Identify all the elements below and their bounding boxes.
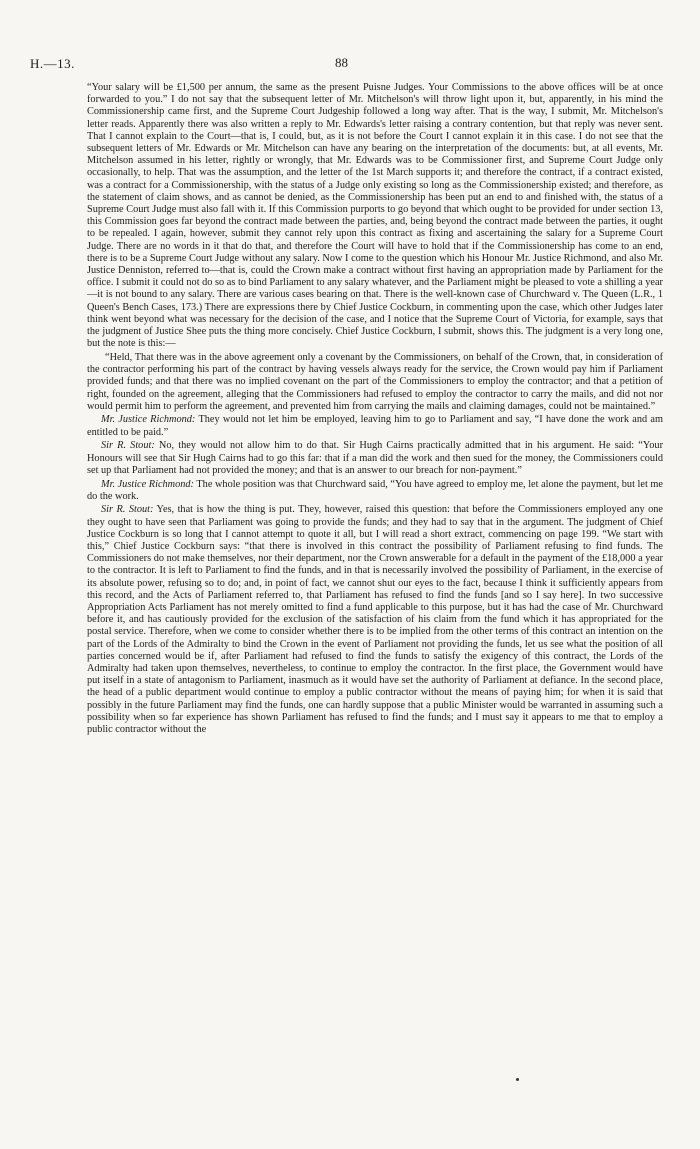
paragraph-speech (87, 440, 663, 477)
page-number: 88 (335, 55, 348, 70)
speaker-name: Mr. Justice Richmond: (101, 414, 196, 426)
ink-speck (516, 1078, 519, 1081)
paragraph-speech (87, 414, 663, 438)
speaker-name: Mr. Justice Richmond: (101, 478, 194, 490)
paragraph-opening: “Your salary will be £1,500 per annum, the same as the present Puisne Judges. Your Commissions to the above offices will be at once forwarded to you.” I do not say that the subsequent letter of Mr. Mitchelson's will throw light upon it, but, apparently, in his mind the Commissionership came first, and the Supreme Court Judgeship followed a long way after. That is the way, I submit, Mr. Mitchelson's letter reads. Apparently there was also written a reply to Mr. Edwards's letter raising a contrary contention, but that reply was never sent. That I cannot explain to the Court—that is, I could, but, as it is not before the Court I cannot explain it in this case. I do not see that the subsequent letters of Mr. Edwards or Mr. Mitchelson can have any bearing on the interpretation of the documents: but, at all events, Mr. Mitchelson assumed in his letter, rightly or wrongly, that Mr. Edwards was to be Commissioner first, and Supreme Court Judge only occasionally, to help. That was the assumption, and the letter of the 1st March supports it; and therefore the contract, if a contract existed, was a contract for a Commissionership, with the status of a Judge only existing so long as the Commissionership existed; and therefore, as the statement of claim shows, and as cannot be denied, as the Commissionership has been put an end to and finished with, the status of a Supreme Court Judge must also fall with it. If this Commission purports to go beyond that which ought to be provided for under section 13, this Commission goes far beyond the contract made between the parties, and, being beyond the contract made between the parties, it ought to be repealed. I again, however, submit they cannot rely upon this contract as fixing and ascertaining the salary for a Supreme Court Judge. There are no words in it that do that, and therefore the Court will have to hold that if the Commissionership has come to an end, there is to be a Supreme Court Judge without any salary. Now I come to the question which his Honour Mr. Justice Richmond, and also Mr. Justice Denniston, referred to—that is, could the Crown make a contract without first having an appropriation made by Parliament for the office. I submit it could not do so as to bind Parliament to any salary whatever, and the Parliament might be pleased to vote a shilling a year—it is not bound to any salary. There are various cases bearing on that. There is the well-known case of Churchward v. The Queen (L.R., 1 Queen's Bench Cases, 173.) There are expressions there by Chief Justice Cockburn, in commenting upon the case, which other Judges later think went beyond what was necessary for the decision of the case, and I notice that the Supreme Court of Victoria, for example, says that the judgment of Justice Shee puts the thing more concisely. Chief Justice Cockburn, I submit, shows this. The judgment is a very long one, but the note is this:— (87, 82, 663, 350)
speaker-name: Sir R. Stout: (101, 504, 154, 516)
speech-text: The whole position was that Churchward said, “You have agreed to employ me, let alone the payment, but let me do the work. (87, 478, 663, 502)
speech-text: They would not let him be employed, leaving him to go to Parliament and say, “I have done the work and am entitled to be paid.” (87, 414, 663, 438)
document-reference: H.—13. (30, 56, 75, 71)
body-text (87, 82, 663, 738)
speech-text: Yes, that is how the thing is put. They, however, raised this question: that before the Commissioners employed any one they ought to have seen that Parliament was going to provide the funds; and they had to say that in the argument. The judgment of Chief Justice Cockburn is so long that I cannot attempt to quote it all, but I will read a short extract, commencing on page 199. “We start with this,” Chief Justice Cockburn says: “that there is involved in this contract the possibility of Parliament refusing to find funds. The Commissioners do not make themselves, nor their department, nor the Crown answerable for a default in the payment of the £18,000 a year to the contractor. It is left to Parliament to find the funds, and in that is necessarily involved the possibility of Parliament, in the exercise of its absolute power, refusing so to do; and, in point of fact, we cannot shut our eyes to the fact, because I think it sufficiently appears from this record, and the Acts of Parliament referred to, that Parliament has refused to find the funds [and so I say here]. In two successive Appropriation Acts Parliament has not merely omitted to find a fund applicable to this purpose, but it has had the case of Mr. Churchward before it, and has cautiously provided for the exclusion of the satisfaction of his claim from the fund which it has appropriated for the postal service. Therefore, when we come to consider whether there is to be implied from the other terms of this contract an intention on the part of the Lords of the Admiralty to bind the Crown in the event of Parliament not providing the funds, let us see what the position of all parties concerned would be if, after Parliament had refused to find the funds to satisfy the exigency of this contract, the Lords of the Admiralty had taken upon themselves, nevertheless, to continue to employ the contractor. In the first place, the Government would have put itself in a state of antagonism to Parliament, inasmuch as it would have set the authority of Parliament at defiance. In the second place, the head of a public department would continue to employ a public contractor without the means of paying him; for when it is said that possibly in the future Parliament may find the funds, one can hardly suppose that a public Minister would be warranted in assuming such a possibility when so far experience has shown Parliament has refused to find the funds; and I must say it appears to me that to employ a public contractor without the (87, 504, 663, 736)
paragraph-quoted-headnote: “Held, That there was in the above agreement only a covenant by the Commissioners, on behalf of the Crown, that, in consideration of the contractor performing his part of the contract by having vessels always ready for the service, the Crown would pay him if Parliament provided funds; and that there was no implied covenant on the part of the Commissioners to employ the contractor; and that a petition of right, founded on the agreement, alleging that the Commissioners had refused to employ the contractor to carry the mails, and did not nor would permit him to perform the agreement, and prevented him from carrying the mails and claiming damages, could not be maintained.” (87, 351, 663, 412)
paragraph-speech (87, 479, 663, 503)
speaker-name: Sir R. Stout: (101, 440, 155, 452)
paragraph-speech (87, 504, 663, 736)
speech-text: No, they would not allow him to do that. Sir Hugh Cairns practically admitted that in his argument. He said: “Your Honours will see that Sir Hugh Cairns had to go this far: that if a man did the work and then sued for the money, the Commissioners could set up that Parliament had not provided the money; and that is an answer to our breach for non-payment.” (87, 440, 664, 476)
